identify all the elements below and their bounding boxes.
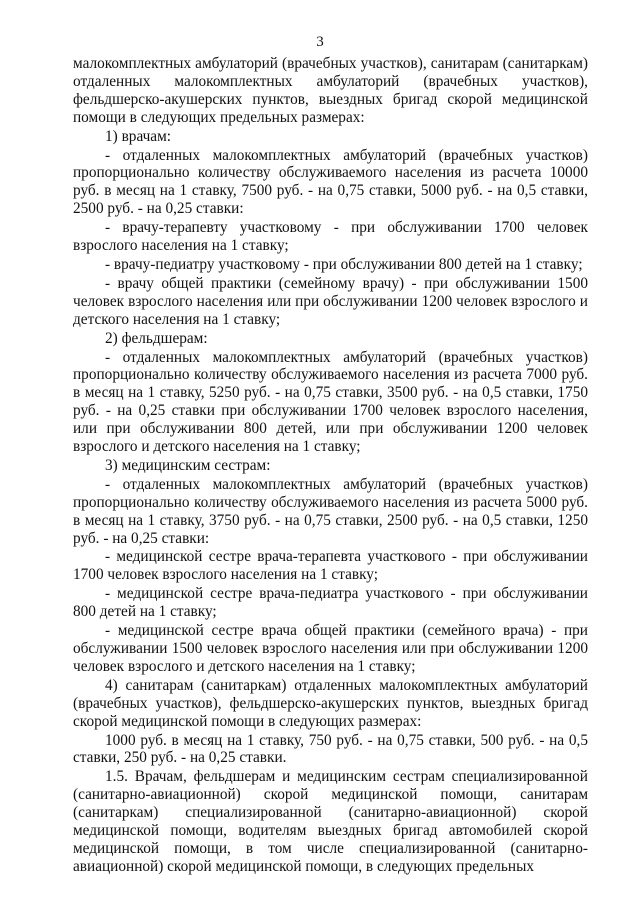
paragraph-intro: малокомплектных амбулаторий (врачебных участков), санитарам (санитаркам) отдаленных малокомплектных амбулаторий (врачебных участков), фельдшерско-акушерских пунктов, выездных бригад скорой медицинской помощи в следующих предельных размерах: [73,55,588,126]
paragraph-nurse-pediatrician: - медицинской сестре врача-педиатра участкового - при обслуживании 800 детей на 1 ставку; [73,585,588,621]
page-number: 3 [316,34,324,50]
paragraph-nurses-remote: - отдаленных малокомплектных амбулаторий (врачебных участков) пропорционально количеству обслуживаемого населения из расчета 5000 руб. в месяц на 1 ставку, 3750 руб. - на 0,75 ставки, 2500 руб. - на 0,5 ставки, 1250 руб. - на 0,25 ставки: [73,475,588,547]
paragraph-paramedics-remote: - отдаленных малокомплектных амбулаторий (врачебных участков) пропорционально количеству обслуживаемого населения из расчета 7000 руб. в месяц на 1 ставку, 5250 руб. - на 0,75 ставки, 3500 руб. - на 0,5 ставки, 1750 руб. - на 0,25 ставки при обслуживании 1700 человек взрослого населения, или при обслуживании 800 детей, или при обслуживании 1200 человек взрослого и детского населения на 1 ставку; [73,348,588,456]
paragraph-section-1-5: 1.5. Врачам, фельдшерам и медицинским сестрам специализированной (санитарно-авиационной) скорой медицинской помощи, санитарам (санитаркам) специализированной (санитарно-авиационной) скорой медицинской помощи, водителям выездных бригад автомобилей скорой медицинской помощи, в том числе специализированной (санитарно-авиационной) скорой медицинской помощи, в следующих предельных [73,768,588,875]
paragraph-doctor-therapist: - врачу-терапевту участковому - при обслуживании 1700 человек взрослого населения на 1 ставку; [73,219,588,255]
paragraph-orderlies-rates: 1000 руб. в месяц на 1 ставку, 750 руб. - на 0,75 ставки, 500 руб. - на 0,5 ставки, 250 руб. - на 0,25 ставки. [73,731,588,767]
paragraph-doctor-general-practice: - врачу общей практики (семейному врачу) - при обслуживании 1500 человек взрослого населения или при обслуживании 1200 человек взрослого и детского населения на 1 ставку; [73,274,588,328]
paragraph-nurse-general-practice: - медицинской сестре врача общей практики (семейного врача) - при обслуживании 1500 человек взрослого населения или при обслуживании 1200 человек взрослого и детского населения на 1 ставку; [73,622,588,675]
paragraph-doctor-pediatrician: - врачу-педиатру участковому - при обслуживании 800 детей на 1 ставку; [105,255,583,273]
paragraph-nurses-heading: 3) медицинским сестрам: [105,456,271,474]
document-body [73,55,588,877]
paragraph-doctors-remote: - отдаленных малокомплектных амбулаторий (врачебных участков) пропорционально количеству обслуживаемого населения из расчета 10000 руб. в месяц на 1 ставку, 7500 руб. - на 0,75 ставки, 5000 руб. - на 0,5 ставки, 2500 руб. - на 0,25 ставки: [73,146,588,218]
paragraph-nurse-therapist: - медицинской сестре врача-терапевта участкового - при обслуживании 1700 человек взрослого населения на 1 ставку; [73,548,588,584]
paragraph-orderlies-heading: 4) санитарам (санитаркам) отдаленных малокомплектных амбулаторий (врачебных участков), фельдшерско-акушерских пунктов, выездных бригад скорой медицинской помощи в следующих размерах: [73,676,588,730]
paragraph-doctors-heading: 1) врачам: [105,127,172,145]
paragraph-paramedics-heading: 2) фельдшерам: [105,329,208,347]
